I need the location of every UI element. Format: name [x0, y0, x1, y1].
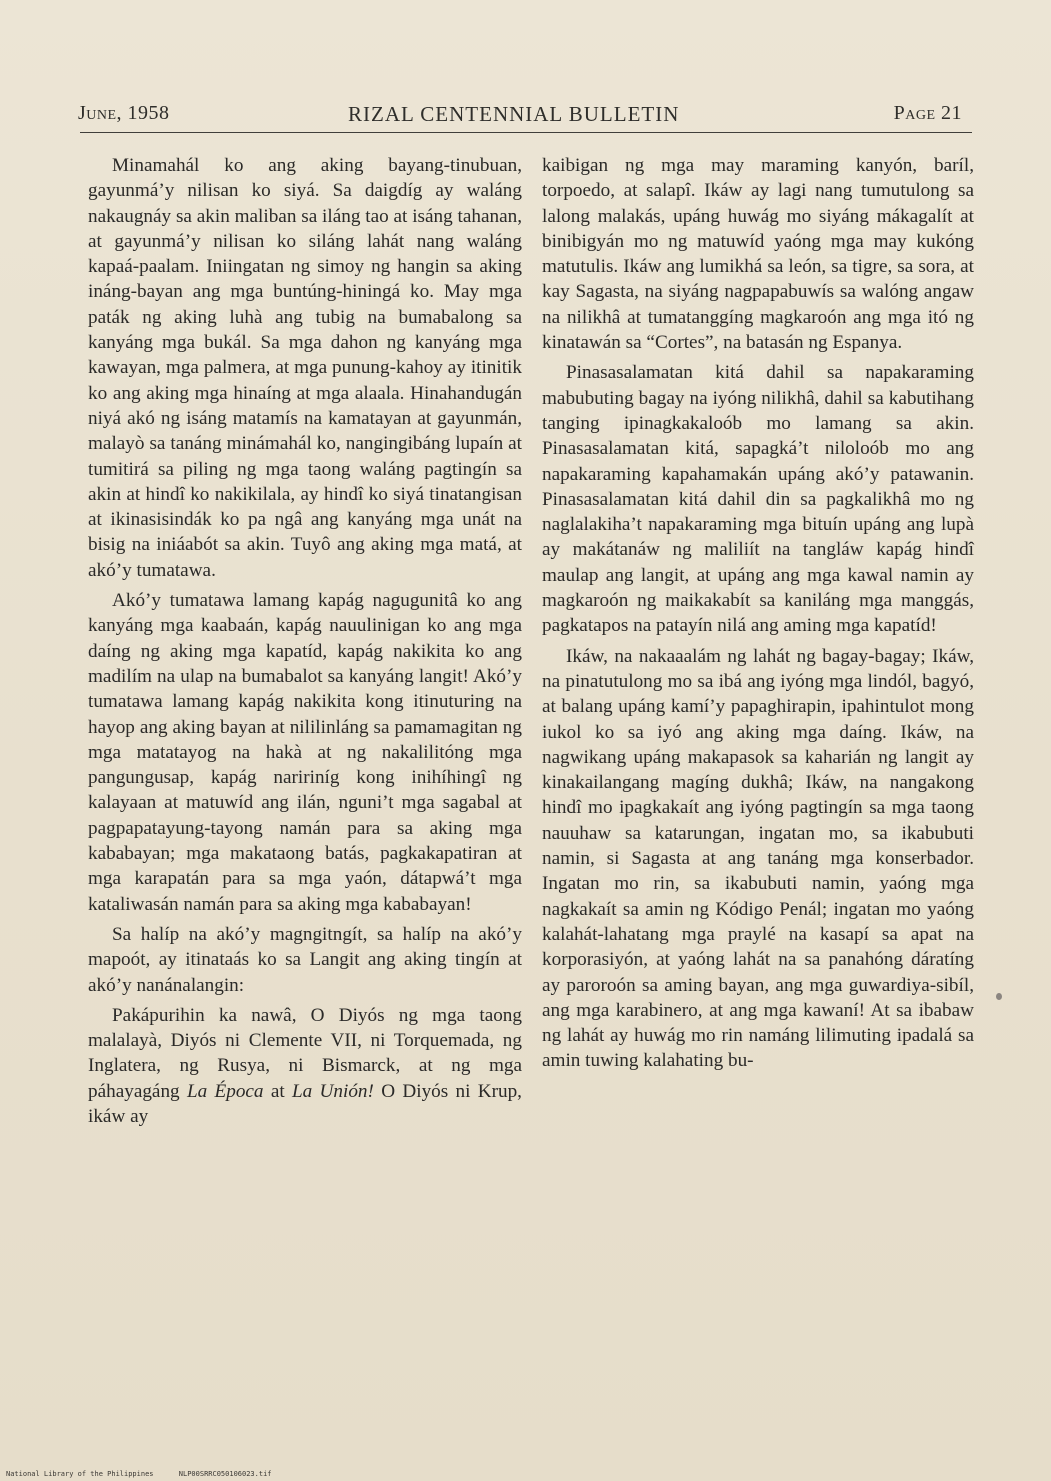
- scan-footer: National Library of the Philippines NLP00SRRC050106023.tif: [6, 1470, 272, 1478]
- paragraph: Ikáw, na nakaaalám ng lahát ng bagay-bagay; Ikáw, na pinatutulong mo sa ibá ang iyóng mga lindól, bagyó, at balang upáng kamí’y papaghirapin, ipahintulot mong iukol ko sa iyó ang aking mga daíng. Ikáw, na nagwikang upáng makapasok sa kaharián ng langit ay kinakailangang magíng dukhâ; Ikáw, na nangakong hindî mo ipagkakaít ang iyóng pagtingín sa mga taong nauuhaw sa katarungan, ingatan mo, sa ikabubuti namin, si Sagasta at ang tanáng mga konserbador. Ingatan mo rin, sa ikabubuti namin, yaóng mga nagkakaít sa amin ng Kódigo Penál; ingatan mo yaóng kalahát-lahatang mga praylé na kasapí sa apat na korporasiyón, at yaóng lahát na sa panahóng dáratíng ay paroroón sa aming bayan, ang mga guwardiya-sibíl, ang mga karabinero, at ang mga kawaní! At sa ibabaw ng lahát ay huwág mo rin namáng lilimuting ipadalá sa amin tuwing kalahating bu-: [542, 645, 974, 1072]
- newspaper-title: La Época: [186, 1080, 264, 1102]
- paragraph: Pinasasalamatan kitá dahil sa napakaraming mabubuting bagay na iyóng nilikhâ, dahil sa kabutihang tanging ipinagkakaloób mo lamang sa akin. Pinasasalamatan kitá, sapagká’t niloloób mo ang napakaraming kapahamakán upáng akó’y patawanin. Pinasasalamatan kitá dahil din sa pagkalikhâ mo ng naglalakiha’t napakaraming mga bituín upáng ang lupà ay makátanáw ng maliliít na tangláw kapág hindî maulap ang langit, at upáng ang mga kawal namin ay magkaroón ng maikakabít sa kaniláng mga manggás, pagkatapos na patayín nilá ang aming mga kapatíd!: [542, 362, 974, 637]
- running-header: [78, 98, 962, 128]
- paragraph-text: O Diyós ni Krup, ikáw ay: [88, 1080, 522, 1127]
- paragraph: Akó’y tumatawa lamang kapág nagugunitâ ko ang kanyáng mga kaabaán, kapág nauulinigan ko ang mga daíng ng aking mga kapatíd, kapág nakikita ko ang madilím na ulap na bumabalot sa kanyáng langit! Akó’y tumatawa lamang kapág nakikita kong itinuturing na hayop ang aking bayan at nililinláng sa pamamagitan ng mga matatayog na hakà at ng nakalilitóng mga pangungusap, kapág naririníg kong inihíhingî ng kalayaan at matuwíd ang ilán, nguni’t mga sagabal at pagpapatayung-tayong namán para sa aking mga kababayan; mga makataong batás, pagkakapatiran at mga karapatán para sa mga yaón, dátapwá’t mga kataliwasán namán para sa aking mga kababayan!: [88, 590, 522, 915]
- paragraph: Sa halíp na akó’y magngitngít, sa halíp na akó’y mapoót, ay itinataás ko sa Langit ang aking tingín at akó’y nanánalangin:: [88, 923, 522, 996]
- paragraph-text: at: [263, 1080, 292, 1102]
- paragraph: [88, 1003, 522, 1129]
- header-rule: [80, 132, 972, 133]
- header-date: June, 1958: [78, 102, 170, 124]
- paragraph: kaibigan ng mga may maraming kanyón, baríl, torpoedo, at salapî. Ikáw ay lagi nang tumutulong sa lalong malakás, upáng huwág mo siyáng mákagalít at binibigyán mo ng matuwíd yaóng mga may kukóng matutulis. Ikáw ang lumikhá sa león, sa tigre, sa sora, at kay Sagasta, na siyáng nagpapabuwís sa walóng angaw na nilikhâ at tumatanggíng magkaroón ang mga itó ng kinatawán sa “Cortes”, na batasán ng Espanya.: [542, 155, 974, 354]
- ink-speck: [996, 993, 1002, 1000]
- header-page-number: Page 21: [893, 102, 962, 124]
- newspaper-title: La Unión!: [291, 1080, 374, 1102]
- right-column: [542, 153, 974, 1079]
- paragraph: Minamahál ko ang aking bayang-tinubuan, gayunmá’y nilisan ko siyá. Sa daigdíg ay waláng nakaugnáy sa akin maliban sa iláng tao at isáng tahanan, at gayunmá’y nilisan ko siláng lahát nang waláng kapaá-paalam. Iniingatan ng simoy ng hangin sa aking ináng-bayan ang mga buntúng-hiningá ko. May mga paták ng aking luhà ang tubig na bumabalong sa kanyáng mga bukál. Sa mga dahon ng kanyáng mga kawayan, mga palmera, at mga punung-kahoy ay itinitik ko ang aking mga hinaíng at mga alaala. Hinahandugán niyá akó ng isáng matamís na kamatayan at gayunmán, malayò sa tanáng minámahál ko, nangingibáng lupaín at tumitirá sa piling ng mga taong waláng pagtingín sa akin at hindî ko nakikilala, ay hindî ko siyá tinatangisan at ikinasisindák ko pa ngâ ang kanyáng mga unát na bisig na iniáabót sa akin. Tuyô ang aking mga matá, at akó’y tumatawa.: [88, 155, 522, 581]
- paragraph-text: Pakápurihin ka nawâ, O Diyós ng mga taong malalayà, Diyós ni Clemente VII, ni Torquemada, ng Inglatera, ng Rusya, ni Bismarck, at ng mga páhayagáng: [88, 1004, 522, 1102]
- header-publication-title: RIZAL CENTENNIAL BULLETIN: [348, 102, 680, 126]
- left-column: [88, 153, 522, 1134]
